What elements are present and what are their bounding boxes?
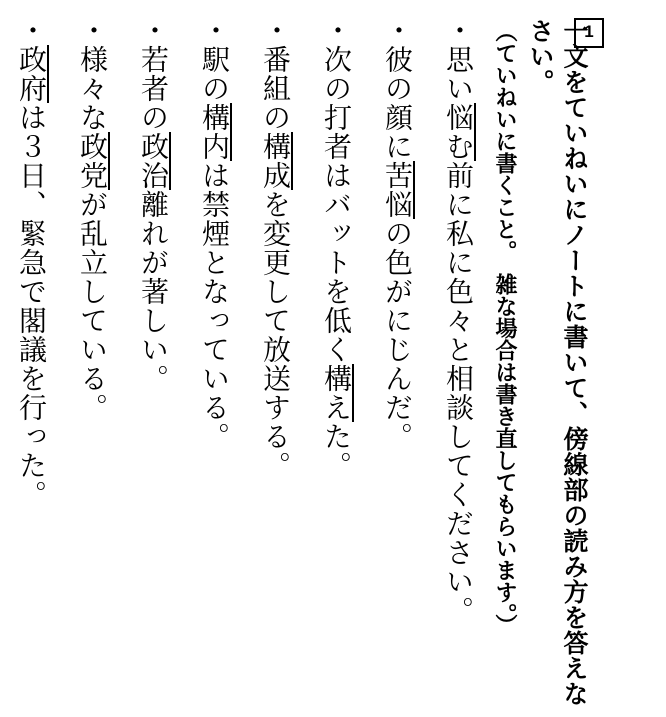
sentence-text: 次の打者はバットを低く <box>320 45 351 364</box>
sentence-item <box>366 0 427 717</box>
sentence-item <box>61 0 122 717</box>
sentence-item <box>244 0 305 717</box>
sentence-text: が乱立している。 <box>76 190 107 422</box>
sentence-text: の色がにじんだ。 <box>381 219 412 451</box>
sentence-text: 彼の顔に <box>381 45 412 161</box>
underlined-phrase: 政府 <box>15 45 49 103</box>
bullet-mark: ・ <box>198 16 229 45</box>
sentence-text: は禁煙となっている。 <box>198 161 229 451</box>
sentence-item <box>427 0 488 717</box>
underlined-phrase: 政党 <box>76 132 110 190</box>
bullet-mark: ・ <box>442 16 473 45</box>
sentence-text: 前に私に色々と相談してください。 <box>442 161 473 625</box>
underlined-phrase: 悩む <box>442 103 476 161</box>
sentence-text: た。 <box>320 422 351 480</box>
sentence-text: 若者の <box>137 45 168 132</box>
question-number-column <box>564 0 620 48</box>
sentence-text: 離れが著しい。 <box>137 190 168 393</box>
sentence-text: 様々な <box>76 45 107 132</box>
bullet-mark: ・ <box>137 16 168 45</box>
question-number-box: 1 <box>574 18 604 48</box>
underlined-phrase: 政治 <box>137 132 171 190</box>
underlined-phrase: 構内 <box>198 103 232 161</box>
sentence-item <box>122 0 183 717</box>
bullet-mark: ・ <box>76 16 107 45</box>
sentence-text: は３日、緊急で閣議を行った。 <box>15 103 46 509</box>
sentence-item <box>0 0 61 717</box>
bullet-mark: ・ <box>15 16 46 45</box>
instruction-line-1: 一文をていねいにノートに書いて、傍線部の読み方を答えなさい。 <box>526 18 587 707</box>
underlined-phrase: 苦悩 <box>381 161 415 219</box>
sentence-item <box>183 0 244 717</box>
bullet-mark: ・ <box>381 16 412 45</box>
sentence-item <box>305 0 366 717</box>
underlined-phrase: 構え <box>320 364 354 422</box>
instruction-line-2: （ていねいに書くこと。 雑な場合は書き直してもらいます。） <box>493 20 518 636</box>
sentence-text: 番組の <box>259 45 290 132</box>
bullet-mark: ・ <box>320 16 351 45</box>
bullet-mark: ・ <box>259 16 290 45</box>
underlined-phrase: 構成 <box>259 132 293 190</box>
sentence-text: 思い <box>442 45 473 103</box>
instruction-block <box>488 0 587 717</box>
sentence-text: を変更して放送する。 <box>259 190 290 480</box>
sentence-text: 駅の <box>198 45 229 103</box>
